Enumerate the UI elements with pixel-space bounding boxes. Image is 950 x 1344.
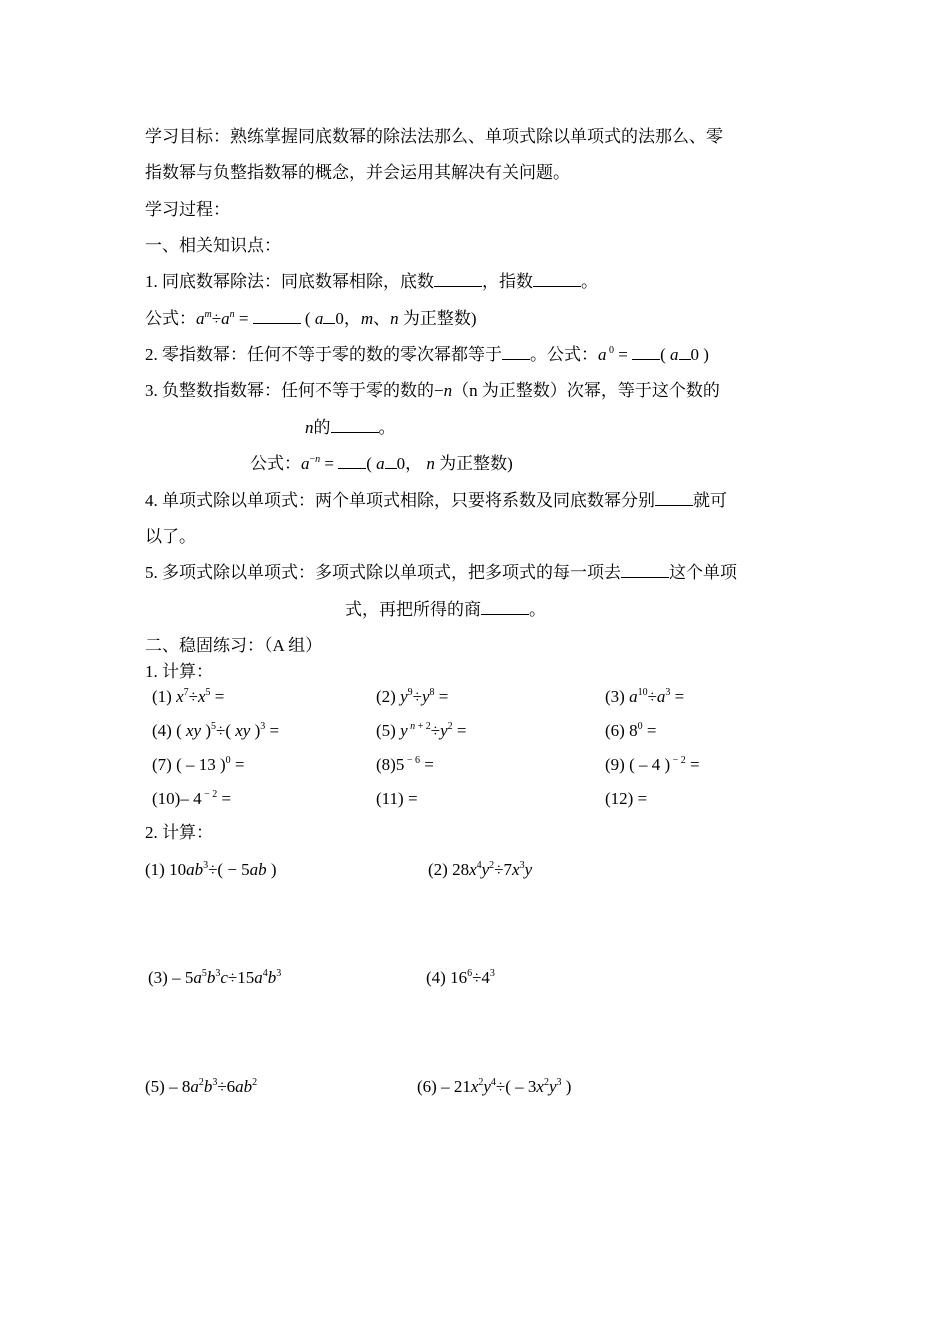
- knowledge-1-mid: ，指数: [482, 272, 533, 291]
- process-heading: 学习过程：: [145, 200, 230, 219]
- formula-label: 公式：: [145, 309, 196, 328]
- objective-line-2: 指数幂与负整指数幂的概念，并会运用其解决有关问题。: [145, 163, 570, 182]
- q2-item-6: $(6) - 21x^2y^4\div( - 3x^2y^3$ ): [417, 1077, 572, 1096]
- blank-quotient-sum: [481, 599, 529, 615]
- knowledge-3-line2-tail: 的: [313, 418, 331, 437]
- q2-item-5: $(5) - 8a^2b^3\div 6ab^2$: [145, 1077, 258, 1096]
- q2-item-1: (1) $10ab^3\div( - 5ab$ ): [145, 860, 277, 879]
- blank-zero-power: [502, 344, 530, 360]
- q1-item-2: (2) $y^9\div y^8$ =: [376, 687, 449, 706]
- knowledge-5-end: 这个单项: [669, 563, 737, 582]
- q1-item-6: (6) $8^0$ =: [605, 721, 657, 740]
- q1-item-4: (4) ( xy )$^5$÷( xy )$^3$ =: [152, 721, 280, 740]
- knowledge-4-text: 4. 单项式除以单项式：两个单项式相除，只要将系数及同底数幂分别: [145, 491, 655, 510]
- blank-zero-formula: [632, 344, 660, 360]
- knowledge-1-formula: [145, 308, 477, 330]
- formula-tail: 为正整数): [439, 454, 513, 473]
- knowledge-2-text: 2. 零指数幂：任何不等于零的数的零次幂都等于: [145, 345, 502, 364]
- q1-item-11: (11) =: [376, 789, 418, 808]
- q1-item-3: (3) $a^{10}\div a^3$ =: [605, 687, 685, 706]
- formula-label: 公式：: [250, 454, 301, 473]
- q1-item-7: (7) ( – 13 )$^0$ =: [152, 755, 245, 774]
- knowledge-2-line: 2. 零指数幂：任何不等于零的数的零次幂都等于 。公式：a $^0$ = ( a 0 ): [145, 345, 709, 364]
- knowledge-1-end: 。: [581, 272, 598, 291]
- question-1-label: 1. 计算：: [145, 662, 213, 681]
- knowledge-3-formula: 公式：$a^{-n}$ = ( a 0， n 为正整数): [250, 454, 513, 473]
- formula-condition: ( a 0，m、n: [300, 309, 399, 328]
- q1-item-8: (8)5 $^{- 6}$ =: [376, 755, 434, 774]
- knowledge-5-line-2: [345, 599, 546, 621]
- q1-item-9: (9) ( – 4 ) $^{- 2}$ =: [605, 755, 700, 774]
- blank-polynomial-divide: [621, 562, 669, 578]
- q2-item-3: $(3) - 5a^5b^3c\div 15a^4b^3$: [148, 968, 282, 987]
- knowledge-1-prefix: 1. 同底数幂除法：同底数幂相除，底数: [145, 272, 434, 291]
- zero-power-formula: a $^0$ =: [598, 345, 633, 364]
- q1-item-1: (1) $x^7\div x^5$ =: [152, 687, 225, 706]
- q1-item-10: (10)– 4 $^{- 2}$ =: [152, 789, 232, 808]
- knowledge-4-line-1: [145, 490, 727, 512]
- blank-exponent: [533, 271, 581, 287]
- knowledge-3-b: （n 为正整数）次幂，等于这个数的: [452, 381, 720, 400]
- section1-heading: 一、相关知识点：: [145, 236, 281, 255]
- knowledge-2-mid: 。公式：: [530, 345, 598, 364]
- blank-negative-formula: [338, 453, 366, 469]
- q1-item-12: (12) =: [605, 789, 648, 808]
- question-2-label: 2. 计算：: [145, 823, 213, 842]
- knowledge-5-line2-end: 。: [529, 600, 546, 619]
- blank-reciprocal: [331, 417, 379, 433]
- blank-formula-result: [253, 308, 301, 324]
- knowledge-5-line-1: [145, 562, 737, 584]
- q1-item-5: (5) y $^{n + 2}\div y^2$ =: [376, 721, 467, 740]
- knowledge-2-end: 0 ): [690, 345, 709, 364]
- knowledge-4-end: 就可: [693, 491, 727, 510]
- knowledge-3-line2-end: 。: [378, 418, 396, 437]
- knowledge-4-line-2: 以了。: [145, 527, 196, 546]
- knowledge-5-line2-text: 式，再把所得的商: [345, 600, 481, 619]
- section2-heading: 二、稳固练习：（A 组）: [145, 636, 323, 655]
- objective-line-1: 学习目标：熟练掌握同底数幂的除法法那么、单项式除以单项式的法那么、零: [145, 127, 723, 146]
- q2-item-2: (2) $28x^4y^2\div 7x^3y$: [428, 860, 533, 879]
- formula-expression: $a^m\div a^n$ =: [196, 309, 253, 328]
- knowledge-5-text: 5. 多项式除以单项式：多项式除以单项式，把多项式的每一项去: [145, 563, 621, 582]
- knowledge-3-a: 3. 负整数指数幂：任何不等于零的数的−: [145, 381, 444, 400]
- knowledge-3-line-1: 3. 负整数指数幂：任何不等于零的数的−n（n 为正整数）次幂，等于这个数的: [145, 381, 720, 400]
- formula-tail: 为正整数): [402, 309, 477, 328]
- blank-base: [434, 271, 482, 287]
- knowledge-1-line: [145, 271, 598, 293]
- q2-item-4: (4) $16^6\div 4^3$: [426, 968, 495, 987]
- blank-monomial: [655, 490, 693, 506]
- knowledge-3-line-2: n的 。: [305, 418, 396, 437]
